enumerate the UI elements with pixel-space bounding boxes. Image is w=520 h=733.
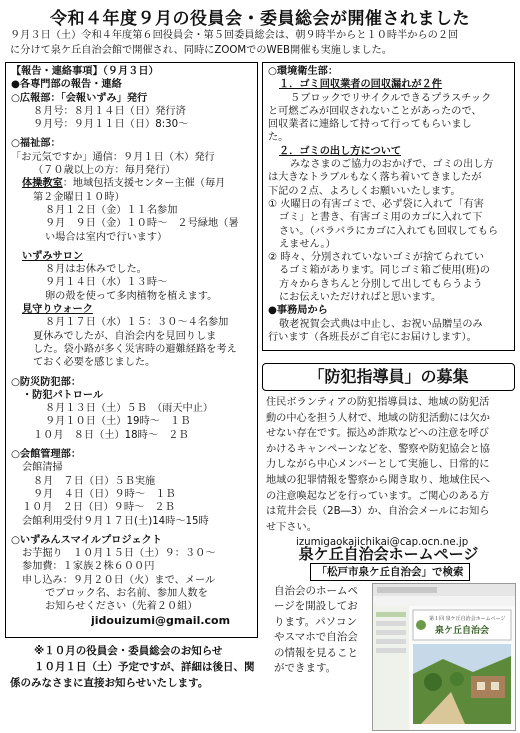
report-line: ８月号：８月１４日（日）発行済	[33, 105, 186, 117]
salon-heading: いずみサロン	[22, 250, 84, 262]
report-line: 「お元気ですか」通信：９月１日（木）発行	[11, 151, 215, 163]
patrol-text: せ下さい。	[266, 521, 317, 533]
hall-heading: ○会館管理部：	[11, 449, 82, 461]
report-line: ９月１０日（土）19時～ １Ｂ	[45, 416, 191, 428]
env-subheading: ２．ゴミの出し方について	[279, 145, 402, 157]
patrol-line: 動の中心を担う人材で、地域の防犯活動には欠か	[266, 412, 490, 424]
patrol-line: かけるキャンペーンなどを、警察や防犯協会と協	[266, 443, 490, 455]
notice-line: １０月１日（土）予定ですが、詳細は後日、関	[34, 661, 255, 673]
report-line: ８月１２日（金）１１名参加	[45, 204, 178, 216]
intro-text	[10, 28, 510, 58]
report-line: （７０歳以上の方：毎月発行）	[33, 165, 176, 177]
report-line: 卵の殻を使って多肉植物を植えます。	[45, 290, 218, 302]
env-line: さい。（バラバラにカゴに入れても回収してもら	[279, 225, 499, 237]
env-line: 方々からきちんと分別して出してもらうよう	[279, 278, 483, 290]
env-heading: ○環境衛生部：	[268, 66, 339, 77]
report-line: ８月１３日（土）５Ｂ （雨天中止）	[45, 403, 214, 415]
report-line: ８月はお休みでした。	[45, 264, 147, 276]
patrol-recruit-body	[262, 393, 515, 549]
env-line: 敬老祝賀会式典は中止し、お祝い品贈呈のみ	[279, 318, 483, 330]
patrol-line: せない存在です。振込め詐欺などへの注意を呼び	[266, 428, 489, 440]
env-line: た。	[268, 132, 289, 144]
env-line: るゴミ箱があります。同じゴミ箱ご使用(班)の	[279, 265, 490, 277]
report-line: ておく必要を感じました。	[33, 357, 156, 369]
report-line: でブロック名、お名前、参加人数を	[45, 587, 208, 599]
intro-line: ９月３日（土）令和４年度第６回役員会・第５回委員総会は、朝９時半からと１０時半からの２回	[10, 30, 459, 41]
smile-heading: ○いずみんスマイルプロジェクト	[11, 534, 162, 546]
next-meeting-notice	[10, 643, 260, 691]
svg-text:泉ケ丘自治会: 泉ケ丘自治会	[435, 626, 490, 636]
patrol-line: 住民ボランティアの防犯指導員は、地域の防犯活	[266, 397, 490, 408]
report-line: 参加費：１家族２株６００円	[22, 561, 155, 573]
env-line: 回収業者に連絡して持って行ってもらいまし	[268, 119, 472, 131]
page-title: 令和４年度９月の役員会・委員総会が開催されました	[50, 9, 470, 29]
welfare-heading: ○福祉部：	[11, 138, 61, 150]
notice-line: ※１０月の役員会・委員総会のお知らせ	[34, 645, 223, 657]
env-line: 行います（各班長がご自宅にお届けします）。	[268, 331, 477, 343]
notice-line: 係のみなさまに直接お知らせいたします。	[10, 677, 209, 689]
report-line: １０月 ８日（土）18時～ ２Ｂ	[33, 429, 189, 441]
patrol-line: の注意喚起などを行っています。ご関心のある方	[266, 490, 490, 502]
environment-box	[262, 62, 515, 351]
intro-line: に分けて泉ケ丘自治会館で開催され、同時にZOOMでのWEB開催も実施しました。	[10, 45, 392, 56]
report-line: １０月 ２日（日）９時～ ２Ｂ	[22, 502, 175, 514]
walk-heading: 見守りウォーク	[22, 304, 93, 316]
env-line: と可燃ごみが回収されないことがあったので、	[268, 105, 482, 117]
homepage-title: 泉ケ丘自治会ホームページ	[298, 545, 479, 563]
homepage-screenshot	[372, 583, 516, 731]
report-line: 会館清掃	[22, 462, 63, 474]
exercise-heading: 体操教室	[22, 178, 63, 190]
pr-heading: ○広報部：「会報いずみ」発行	[11, 92, 148, 104]
report-line	[11, 177, 252, 190]
report-line: ９月１４日（水）１３時～	[45, 277, 168, 289]
report-line: ８月１７日（水）１５：３０～４名参加	[45, 317, 229, 329]
report-line: ９月 ９日（金）１０時～ ２号緑地（暑	[45, 218, 239, 230]
env-line: ① 火曜日の有害ゴミで、必ず袋に入れて「有害	[268, 198, 484, 210]
report-line: 会館利用受付９月１７日(土)14時～15時	[22, 515, 209, 527]
env-line: ② 時々、分別されていないゴミが捨てられてい	[268, 252, 485, 264]
patrol-recruit-title: 「防犯指導員」の募集	[262, 363, 515, 391]
svg-text:第１回 泉ケ丘自治会ホームページ: 第１回 泉ケ丘自治会ホームページ	[429, 616, 506, 622]
patrol-line: は荒井会長（2B―3）か、自治会メールにお知ら	[266, 506, 490, 518]
env-line: にお伝えいただければと思います。	[279, 292, 442, 304]
office-heading: ●事務局から	[268, 305, 328, 317]
patrol-heading: ・防犯パトロール	[22, 389, 104, 401]
homepage-text: 自治会のホームページを開設しております。パソコンやスマホで自治会の情報を見ることができます。	[274, 585, 358, 675]
env-line: は大きなトラブルもなく落ち着いてきましたが	[268, 172, 482, 184]
report-box	[5, 62, 258, 638]
section-heading: ●各専門部の報告・連絡	[11, 79, 122, 91]
report-line: い場合は室内で行います）	[45, 231, 168, 243]
patrol-line	[266, 520, 511, 536]
env-line: ゴミ」と書き、有害ゴミ用のカゴに入れて下	[279, 212, 483, 224]
contact-email[interactable]: jidouizumi@gmail.com	[91, 613, 231, 627]
env-line: ５ブロックでリサイクルできるプラスチック	[290, 92, 492, 104]
patrol-email[interactable]: izumigaokajichikai@cap.ocn.ne.jp	[296, 537, 469, 549]
report-header: 【報告・連絡事項】（９月３日）	[11, 66, 159, 77]
report-text: ：地域包括支援センター主催（毎月	[62, 178, 226, 190]
env-line: 下記の２点、よろしくお願いいたします。	[268, 185, 461, 197]
report-line: した。袋小路が多く災害時の避難経路を考え	[33, 343, 237, 355]
patrol-line: 地域の犯罪情報を警察から聞き取り、地域住民へ	[266, 474, 491, 486]
homepage-search-hint: 「松戸市泉ケ丘自治会」で検索	[310, 563, 470, 581]
report-line: 申し込み：９月２０日（火）まで、メール	[22, 574, 216, 586]
env-line: えません。）	[279, 238, 336, 250]
env-line: みなさまのご協力のおかげで、ゴミの出し方	[290, 159, 494, 171]
report-line: お芋掘り １０月１５日（土）９：３０～	[22, 548, 216, 560]
report-line: お知らせください（先着２０組）	[45, 601, 198, 613]
report-line: ９月 ４日（日）９時～ １Ｂ	[33, 488, 176, 500]
report-line: ９月号：９月１１日（日）8:30～	[33, 119, 189, 131]
report-line: 第２金曜日１０時）	[33, 191, 125, 203]
homepage-screenshot-image	[373, 584, 515, 730]
report-line: 夏休みでしたが、自治会内を見回りしま	[33, 330, 217, 342]
report-line: ８月 ７日（日）５Ｂ実施	[33, 475, 156, 487]
patrol-line: 力しながら中心メンバーとして実施し、日常的に	[266, 459, 490, 471]
env-subheading: １．ゴミ回収業者の回収漏れが２件	[279, 79, 442, 91]
safety-heading: ○防災防犯部：	[11, 376, 82, 388]
